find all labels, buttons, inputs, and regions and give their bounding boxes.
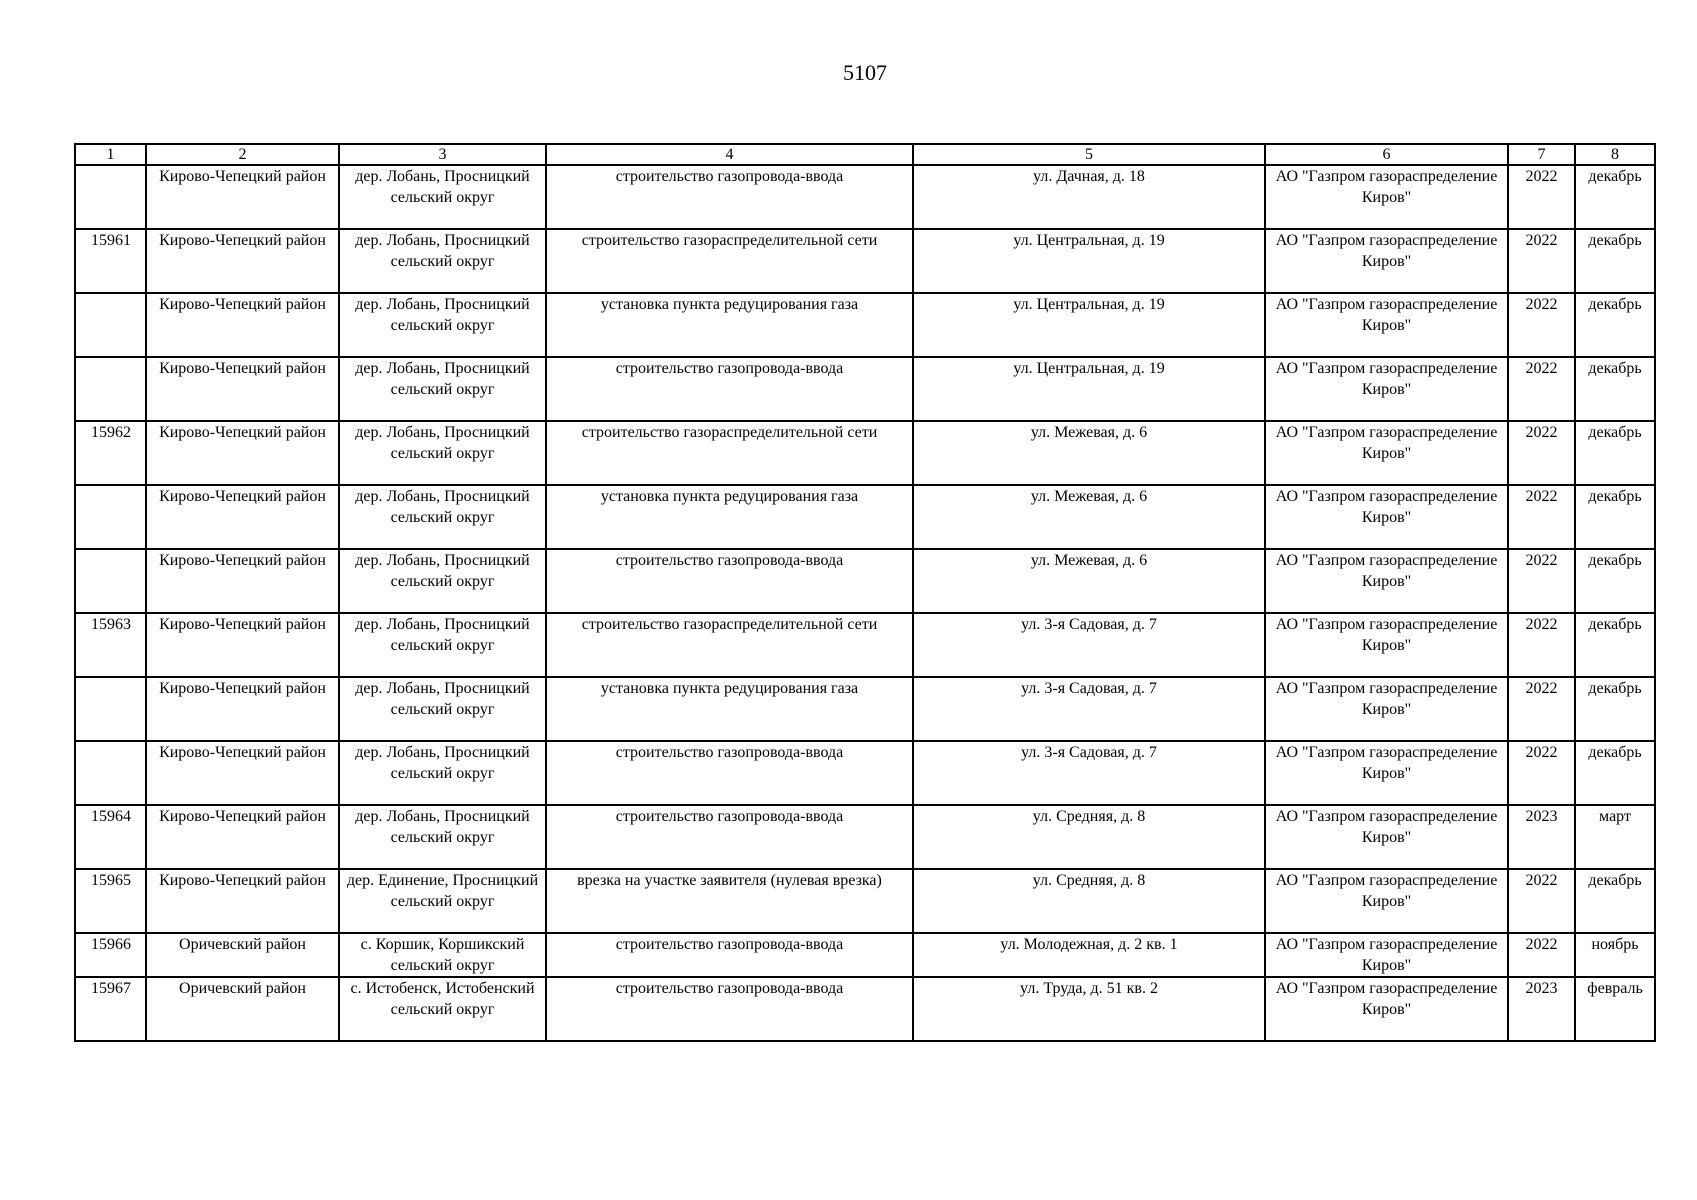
- cell-settlement: дер. Лобань, Просницкий сельский округ: [339, 677, 546, 741]
- cell-record-number: 15967: [75, 977, 146, 1041]
- cell-record-number: [75, 549, 146, 613]
- cell-work-type: строительство газораспределительной сети: [546, 613, 913, 677]
- table-row: [75, 421, 1655, 485]
- column-header: 4: [546, 144, 913, 165]
- cell-month: февраль: [1575, 977, 1655, 1041]
- cell-work-type: установка пункта редуцирования газа: [546, 677, 913, 741]
- cell-month: декабрь: [1575, 229, 1655, 293]
- cell-work-type: строительство газопровода-ввода: [546, 549, 913, 613]
- cell-settlement: дер. Лобань, Просницкий сельский округ: [339, 293, 546, 357]
- cell-address: ул. Центральная, д. 19: [913, 357, 1265, 421]
- cell-settlement: дер. Лобань, Просницкий сельский округ: [339, 613, 546, 677]
- cell-settlement: дер. Лобань, Просницкий сельский округ: [339, 741, 546, 805]
- cell-record-number: [75, 165, 146, 229]
- table-row: [75, 229, 1655, 293]
- cell-organization: АО "Газпром газораспределение Киров": [1265, 677, 1508, 741]
- cell-address: ул. 3-я Садовая, д. 7: [913, 613, 1265, 677]
- cell-settlement: дер. Лобань, Просницкий сельский округ: [339, 549, 546, 613]
- column-header: 8: [1575, 144, 1655, 165]
- cell-year: 2022: [1508, 677, 1575, 741]
- cell-address: ул. Межевая, д. 6: [913, 485, 1265, 549]
- cell-year: 2022: [1508, 869, 1575, 933]
- table-row: [75, 741, 1655, 805]
- column-header: 7: [1508, 144, 1575, 165]
- cell-district: Оричевский район: [146, 977, 339, 1041]
- cell-settlement: дер. Лобань, Просницкий сельский округ: [339, 805, 546, 869]
- page-number: 5107: [843, 60, 887, 85]
- cell-month: декабрь: [1575, 677, 1655, 741]
- cell-address: ул. Средняя, д. 8: [913, 805, 1265, 869]
- cell-year: 2022: [1508, 613, 1575, 677]
- cell-district: Кирово-Чепецкий район: [146, 229, 339, 293]
- cell-work-type: строительство газопровода-ввода: [546, 357, 913, 421]
- cell-district: Кирово-Чепецкий район: [146, 805, 339, 869]
- cell-work-type: строительство газопровода-ввода: [546, 977, 913, 1041]
- cell-work-type: установка пункта редуцирования газа: [546, 485, 913, 549]
- cell-month: декабрь: [1575, 421, 1655, 485]
- cell-organization: АО "Газпром газораспределение Киров": [1265, 741, 1508, 805]
- cell-district: Кирово-Чепецкий район: [146, 165, 339, 229]
- cell-address: ул. Средняя, д. 8: [913, 869, 1265, 933]
- cell-address: ул. 3-я Садовая, д. 7: [913, 677, 1265, 741]
- cell-year: 2022: [1508, 421, 1575, 485]
- cell-organization: АО "Газпром газораспределение Киров": [1265, 549, 1508, 613]
- cell-organization: АО "Газпром газораспределение Киров": [1265, 805, 1508, 869]
- cell-work-type: строительство газопровода-ввода: [546, 165, 913, 229]
- cell-organization: АО "Газпром газораспределение Киров": [1265, 869, 1508, 933]
- cell-month: март: [1575, 805, 1655, 869]
- cell-work-type: установка пункта редуцирования газа: [546, 293, 913, 357]
- cell-work-type: строительство газораспределительной сети: [546, 229, 913, 293]
- cell-organization: АО "Газпром газораспределение Киров": [1265, 165, 1508, 229]
- table-row: [75, 549, 1655, 613]
- cell-record-number: 15966: [75, 933, 146, 977]
- cell-organization: АО "Газпром газораспределение Киров": [1265, 485, 1508, 549]
- cell-record-number: [75, 485, 146, 549]
- cell-district: Кирово-Чепецкий район: [146, 741, 339, 805]
- table-row: [75, 357, 1655, 421]
- cell-month: декабрь: [1575, 741, 1655, 805]
- table-row: [75, 677, 1655, 741]
- cell-district: Кирово-Чепецкий район: [146, 293, 339, 357]
- cell-organization: АО "Газпром газораспределение Киров": [1265, 357, 1508, 421]
- table-row: [75, 869, 1655, 933]
- table-row: [75, 805, 1655, 869]
- column-header: 6: [1265, 144, 1508, 165]
- cell-settlement: с. Коршик, Коршикский сельский округ: [339, 933, 546, 977]
- cell-work-type: строительство газопровода-ввода: [546, 933, 913, 977]
- cell-year: 2023: [1508, 977, 1575, 1041]
- cell-record-number: [75, 741, 146, 805]
- table-row: [75, 933, 1655, 977]
- cell-month: декабрь: [1575, 165, 1655, 229]
- cell-address: ул. Межевая, д. 6: [913, 549, 1265, 613]
- cell-organization: АО "Газпром газораспределение Киров": [1265, 977, 1508, 1041]
- table-row: [75, 165, 1655, 229]
- table-row: [75, 977, 1655, 1041]
- header-row: [75, 144, 1655, 165]
- cell-address: ул. Дачная, д. 18: [913, 165, 1265, 229]
- cell-address: ул. 3-я Садовая, д. 7: [913, 741, 1265, 805]
- cell-organization: АО "Газпром газораспределение Киров": [1265, 293, 1508, 357]
- cell-district: Кирово-Чепецкий район: [146, 549, 339, 613]
- cell-record-number: [75, 357, 146, 421]
- cell-address: ул. Центральная, д. 19: [913, 229, 1265, 293]
- cell-month: декабрь: [1575, 357, 1655, 421]
- cell-record-number: 15965: [75, 869, 146, 933]
- register-table: [74, 143, 1656, 1042]
- cell-record-number: 15961: [75, 229, 146, 293]
- cell-work-type: строительство газопровода-ввода: [546, 805, 913, 869]
- cell-month: ноябрь: [1575, 933, 1655, 977]
- cell-district: Кирово-Чепецкий район: [146, 421, 339, 485]
- cell-organization: АО "Газпром газораспределение Киров": [1265, 421, 1508, 485]
- cell-month: декабрь: [1575, 613, 1655, 677]
- cell-record-number: [75, 677, 146, 741]
- cell-year: 2022: [1508, 293, 1575, 357]
- cell-year: 2022: [1508, 357, 1575, 421]
- cell-year: 2022: [1508, 549, 1575, 613]
- cell-district: Кирово-Чепецкий район: [146, 485, 339, 549]
- cell-settlement: дер. Лобань, Просницкий сельский округ: [339, 485, 546, 549]
- cell-record-number: 15963: [75, 613, 146, 677]
- cell-year: 2022: [1508, 933, 1575, 977]
- cell-settlement: с. Истобенск, Истобенский сельский округ: [339, 977, 546, 1041]
- cell-organization: АО "Газпром газораспределение Киров": [1265, 229, 1508, 293]
- cell-settlement: дер. Лобань, Просницкий сельский округ: [339, 357, 546, 421]
- cell-address: ул. Межевая, д. 6: [913, 421, 1265, 485]
- cell-month: декабрь: [1575, 485, 1655, 549]
- column-header: 3: [339, 144, 546, 165]
- cell-record-number: 15964: [75, 805, 146, 869]
- column-header: 1: [75, 144, 146, 165]
- table-row: [75, 485, 1655, 549]
- cell-district: Кирово-Чепецкий район: [146, 677, 339, 741]
- cell-district: Кирово-Чепецкий район: [146, 613, 339, 677]
- table-row: [75, 293, 1655, 357]
- cell-organization: АО "Газпром газораспределение Киров": [1265, 613, 1508, 677]
- cell-organization: АО "Газпром газораспределение Киров": [1265, 933, 1508, 977]
- cell-record-number: [75, 293, 146, 357]
- cell-work-type: врезка на участке заявителя (нулевая врезка): [546, 869, 913, 933]
- cell-settlement: дер. Единение, Просницкий сельский округ: [339, 869, 546, 933]
- cell-address: ул. Труда, д. 51 кв. 2: [913, 977, 1265, 1041]
- cell-year: 2022: [1508, 229, 1575, 293]
- cell-district: Оричевский район: [146, 933, 339, 977]
- cell-settlement: дер. Лобань, Просницкий сельский округ: [339, 165, 546, 229]
- cell-work-type: строительство газораспределительной сети: [546, 421, 913, 485]
- cell-address: ул. Центральная, д. 19: [913, 293, 1265, 357]
- cell-month: декабрь: [1575, 293, 1655, 357]
- cell-district: Кирово-Чепецкий район: [146, 357, 339, 421]
- column-header: 5: [913, 144, 1265, 165]
- cell-year: 2022: [1508, 485, 1575, 549]
- cell-work-type: строительство газопровода-ввода: [546, 741, 913, 805]
- cell-year: 2023: [1508, 805, 1575, 869]
- table-row: [75, 613, 1655, 677]
- cell-settlement: дер. Лобань, Просницкий сельский округ: [339, 229, 546, 293]
- cell-month: декабрь: [1575, 549, 1655, 613]
- cell-settlement: дер. Лобань, Просницкий сельский округ: [339, 421, 546, 485]
- cell-district: Кирово-Чепецкий район: [146, 869, 339, 933]
- cell-month: декабрь: [1575, 869, 1655, 933]
- cell-year: 2022: [1508, 165, 1575, 229]
- cell-address: ул. Молодежная, д. 2 кв. 1: [913, 933, 1265, 977]
- column-header: 2: [146, 144, 339, 165]
- cell-year: 2022: [1508, 741, 1575, 805]
- cell-record-number: 15962: [75, 421, 146, 485]
